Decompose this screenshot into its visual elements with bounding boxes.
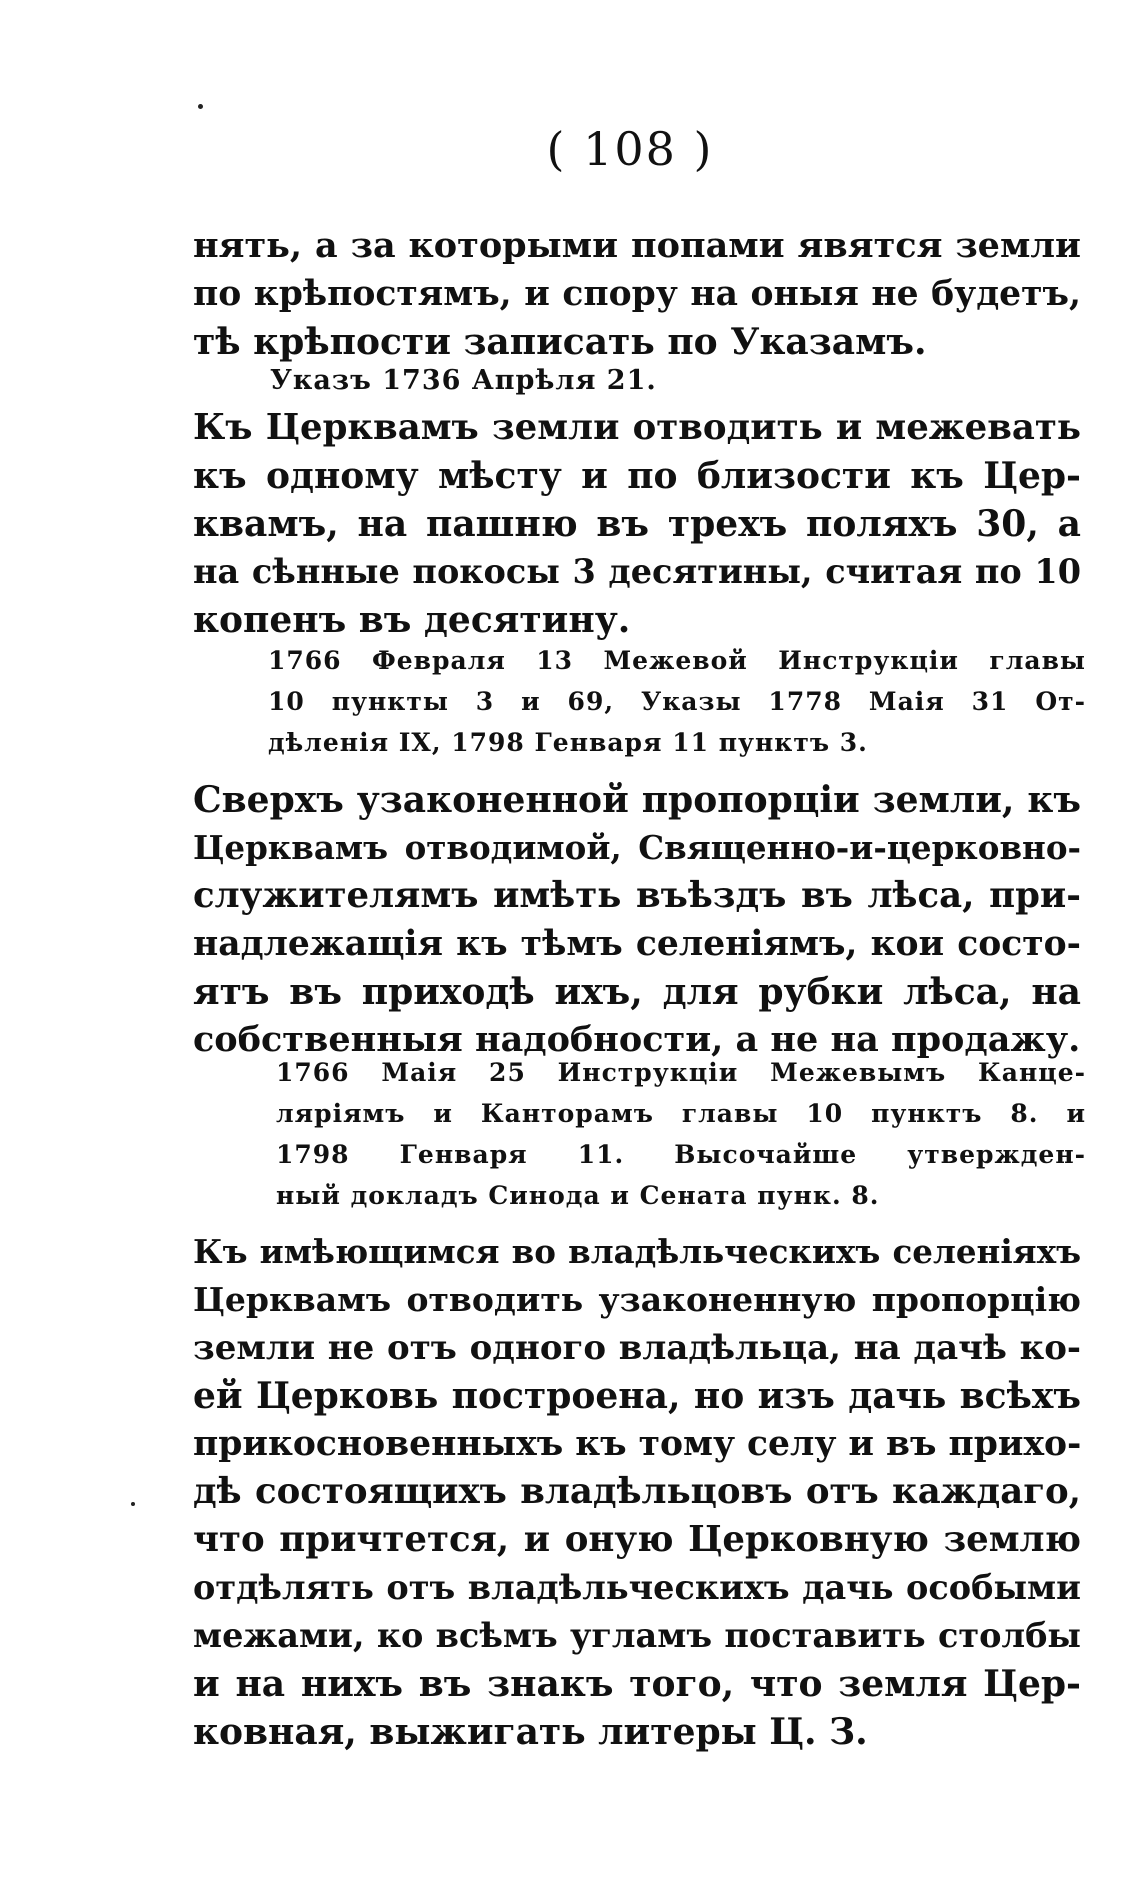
- citation-line: 1766 Февраля 13 Межевой Инструкціи главы: [268, 646, 1086, 675]
- text-line: дѣ состоящихъ владѣльцовъ отъ каждаго,: [193, 1471, 1081, 1512]
- text-line: земли не отъ одного владѣльца, на дачѣ ко-: [193, 1328, 1081, 1368]
- text-line: ковная, выжигать литеры Ц. З.: [193, 1711, 868, 1753]
- text-line: что причтется, и оную Церковную землю: [193, 1519, 1081, 1560]
- text-line: надлежащія къ тѣмъ селеніямъ, кои состо-: [193, 924, 1081, 964]
- text-line: межами, ко всѣмъ угламъ поставить столбы: [193, 1616, 1081, 1655]
- paragraph-church-land: [193, 404, 1081, 644]
- citation-instruction-1766-may: [276, 1052, 1086, 1216]
- print-speck: [131, 1502, 135, 1506]
- citation-line: 10 пункты 3 и 69, Указы 1778 Маія 31 От-: [268, 687, 1086, 716]
- text-line: нять, а за которыми попами явятся земли: [193, 225, 1081, 266]
- citation-line: ный докладъ Синода и Сената пунк. 8.: [276, 1181, 880, 1210]
- text-line: тѣ крѣпости записать по Указамъ.: [193, 321, 927, 363]
- text-line: Церквамъ отводить узаконенную пропорцію: [193, 1280, 1081, 1319]
- page-number: ( 108 ): [546, 122, 714, 176]
- text-line: служителямъ имѣть въѣздъ въ лѣса, при-: [193, 875, 1081, 916]
- text-line: и на нихъ въ знакъ того, что земля Цер-: [193, 1663, 1081, 1705]
- text-line: собственныя надобности, а не на продажу.: [193, 1019, 1081, 1060]
- print-speck: [198, 104, 203, 109]
- text-line: къ одному мѣсту и по близости къ Цер-: [193, 455, 1081, 497]
- citation-line: дѣленія IX, 1798 Генваря 11 пунктъ 3.: [268, 728, 868, 757]
- text-line: копенъ въ десятину.: [193, 599, 631, 641]
- paragraph-continuation: [193, 222, 1081, 366]
- text-line: по крѣпостямъ, и спору на оныя не будетъ,: [193, 274, 1081, 314]
- paragraph-forest-access: [193, 776, 1081, 1064]
- citation-line: Указъ 1736 Апрѣля 21.: [270, 365, 657, 396]
- text-line: Сверхъ узаконенной пропорціи земли, къ: [193, 779, 1081, 821]
- text-line: Къ Церквамъ земли отводить и межевать: [193, 407, 1081, 448]
- text-line: квамъ, на пашню въ трехъ поляхъ 30, а: [193, 503, 1081, 545]
- text-line: на сѣнные покосы 3 десятины, считая по 10: [193, 552, 1081, 591]
- citation-line: ляріямъ и Канторамъ главы 10 пунктъ 8. и: [276, 1099, 1086, 1128]
- text-line: Къ имѣющимся во владѣльческихъ селеніяхъ: [193, 1232, 1081, 1271]
- text-line: ей Церковь построена, но изъ дачь всѣхъ: [193, 1375, 1081, 1417]
- text-line: Церквамъ отводимой, Священно-и-церковно-: [193, 828, 1081, 867]
- text-line: отдѣлять отъ владѣльческихъ дачь особыми: [193, 1568, 1081, 1607]
- citation-instruction-1766: [268, 640, 1086, 763]
- paragraph-landowner-churches: [193, 1228, 1081, 1756]
- text-line: прикосновенныхъ къ тому селу и въ прихо-: [193, 1424, 1081, 1464]
- citation-line: 1766 Маія 25 Инструкціи Межевымъ Канце-: [276, 1058, 1086, 1087]
- citation-decree-1736: [270, 360, 770, 401]
- citation-line: 1798 Генваря 11. Высочайше утвержден-: [276, 1140, 1086, 1169]
- text-line: ятъ въ приходѣ ихъ, для рубки лѣса, на: [193, 971, 1081, 1013]
